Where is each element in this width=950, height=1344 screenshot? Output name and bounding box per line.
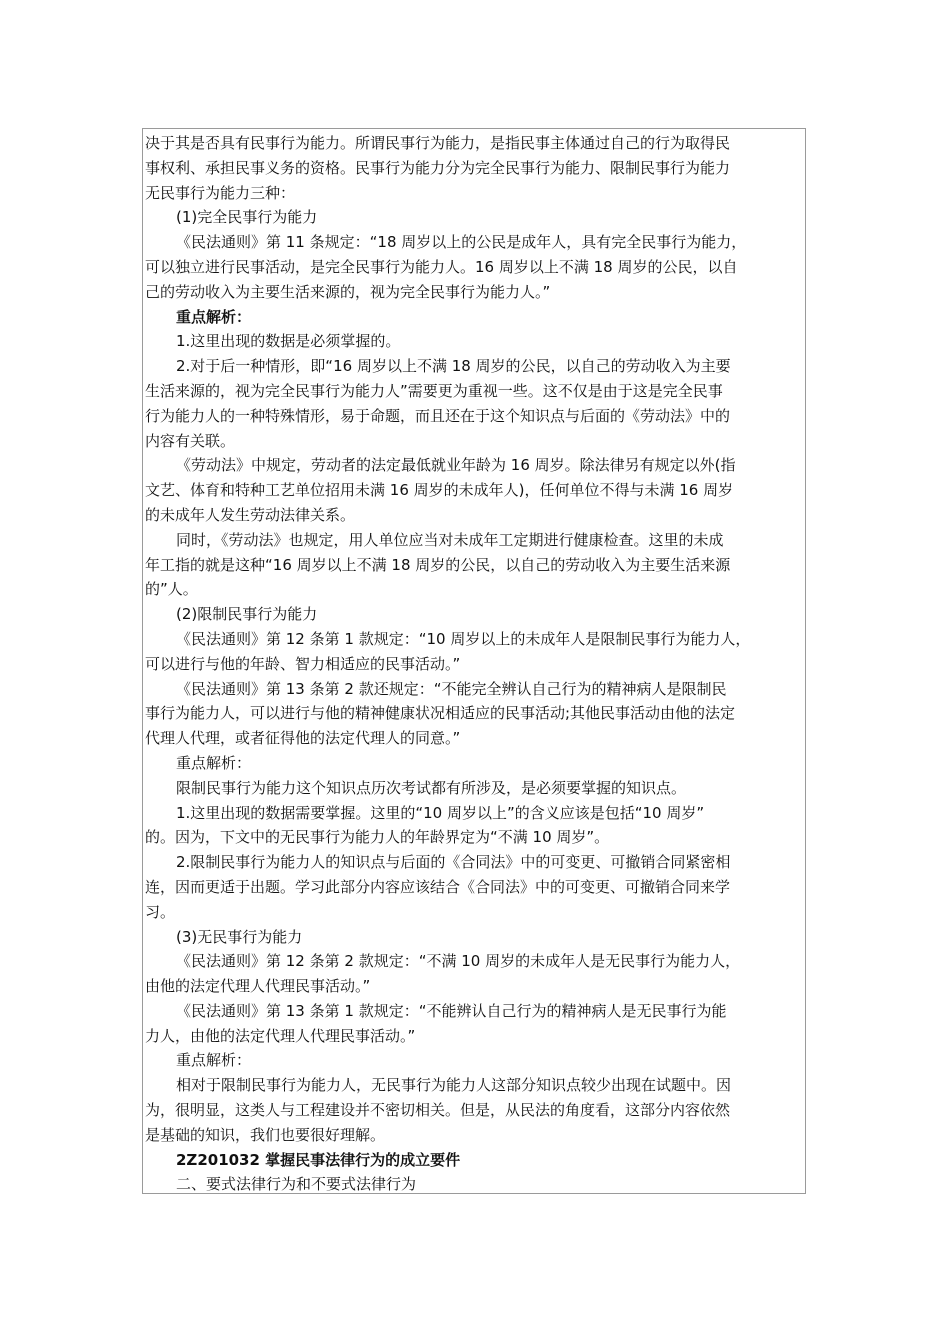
paragraph: 1.这里出现的数据是必须掌握的。 <box>176 332 401 351</box>
paragraph: 《民法通则》第 13 条第 2 款还规定：“不能完全辨认自己行为的精神病人是限制民 事行为能力人，可以进行与他的精神健康状况相适应的民事活动;其他民事活动由他的法定 代理人代理，或者征得他的法定代理人的同意。” <box>145 679 736 748</box>
paragraph: 《民法通则》第 13 条第 1 款规定：“不能辨认自己行为的精神病人是无民事行为能 力人，由他的法定代理人代理民事活动。” <box>145 1001 727 1045</box>
analysis-heading: 重点解析： <box>176 753 252 772</box>
section-heading: (3)无民事行为能力 <box>176 927 303 946</box>
chapter-heading: 2Z201032 掌握民事法律行为的成立要件 <box>176 1150 461 1169</box>
paragraph: 同时，《劳动法》也规定，用人单位应当对未成年工定期进行健康检查。这里的未成 年工指的就是这种“16 周岁以上不满 18 周岁的公民，以自己的劳动收入为主要生活来源 的”人。 <box>145 530 731 599</box>
paragraph: 限制民事行为能力这个知识点历次考试都有所涉及，是必须要掌握的知识点。 <box>176 778 687 797</box>
document-body <box>145 131 809 1197</box>
analysis-heading: 重点解析： <box>176 1051 252 1070</box>
paragraph: 决于其是否具有民事行为能力。所谓民事行为能力，是指民事主体通过自己的行为取得民 事权利、承担民事义务的资格。民事行为能力分为完全民事行为能力、限制民事行为能力 无民事行为能力三种： <box>145 134 731 202</box>
paragraph: 《民法通则》第 12 条第 2 款规定：“不满 10 周岁的未成年人是无民事行为能力人， 由他的法定代理人代理民事活动。” <box>145 952 741 996</box>
paragraph: 《民法通则》第 11 条规定：“18 周岁以上的公民是成年人，具有完全民事行为能力， 可以独立进行民事活动，是完全民事行为能力人。16 周岁以上不满 18 周岁的公民，以自 己的劳动收入为主要生活来源的，视为完全民事行为能力人。” <box>145 233 747 301</box>
paragraph: 《劳动法》中规定，劳动者的法定最低就业年龄为 16 周岁。除法律另有规定以外(指 文艺、体育和特种工艺单位招用未满 16 周岁的未成年人)，任何单位不得与未满 16 周岁 的未成年人发生劳动法律关系。 <box>145 456 736 524</box>
paragraph: 相对于限制民事行为能力人，无民事行为能力人这部分知识点较少出现在试题中。因 为，很明显，这类人与工程建设并不密切相关。但是，从民法的角度看，这部分内容依然 是基础的知识，我们也要很好理解。 <box>145 1076 732 1144</box>
paragraph: 2.限制民事行为能力人的知识点与后面的《合同法》中的可变更、可撤销合同紧密相 连，因而更适于出题。学习此部分内容应该结合《合同法》中的可变更、可撤销合同来学 习。 <box>145 853 731 921</box>
paragraph: 1.这里出现的数据需要掌握。这里的“10 周岁以上”的含义应该是包括“10 周岁” 的。因为，下文中的无民事行为能力人的年龄界定为“不满 10 周岁”。 <box>145 803 705 847</box>
section-heading: (1)完全民事行为能力 <box>176 208 318 227</box>
paragraph: 《民法通则》第 12 条第 1 款规定：“10 周岁以上的未成年人是限制民事行为能力人， 可以进行与他的年龄、智力相适应的民事活动。” <box>145 629 751 673</box>
section-heading: (2)限制民事行为能力 <box>176 605 318 624</box>
analysis-heading: 重点解析： <box>176 307 252 326</box>
section-heading: 二、要式法律行为和不要式法律行为 <box>176 1175 417 1194</box>
paragraph: 2.对于后一种情形，即“16 周岁以上不满 18 周岁的公民，以自己的劳动收入为主要 生活来源的，视为完全民事行为能力人”需要更为重视一些。这不仅是由于这是完全民事 行为能力人的一种特殊情形，易于命题，而且还在于这个知识点与后面的《劳动法》中的 内容有关联。 <box>145 357 731 450</box>
